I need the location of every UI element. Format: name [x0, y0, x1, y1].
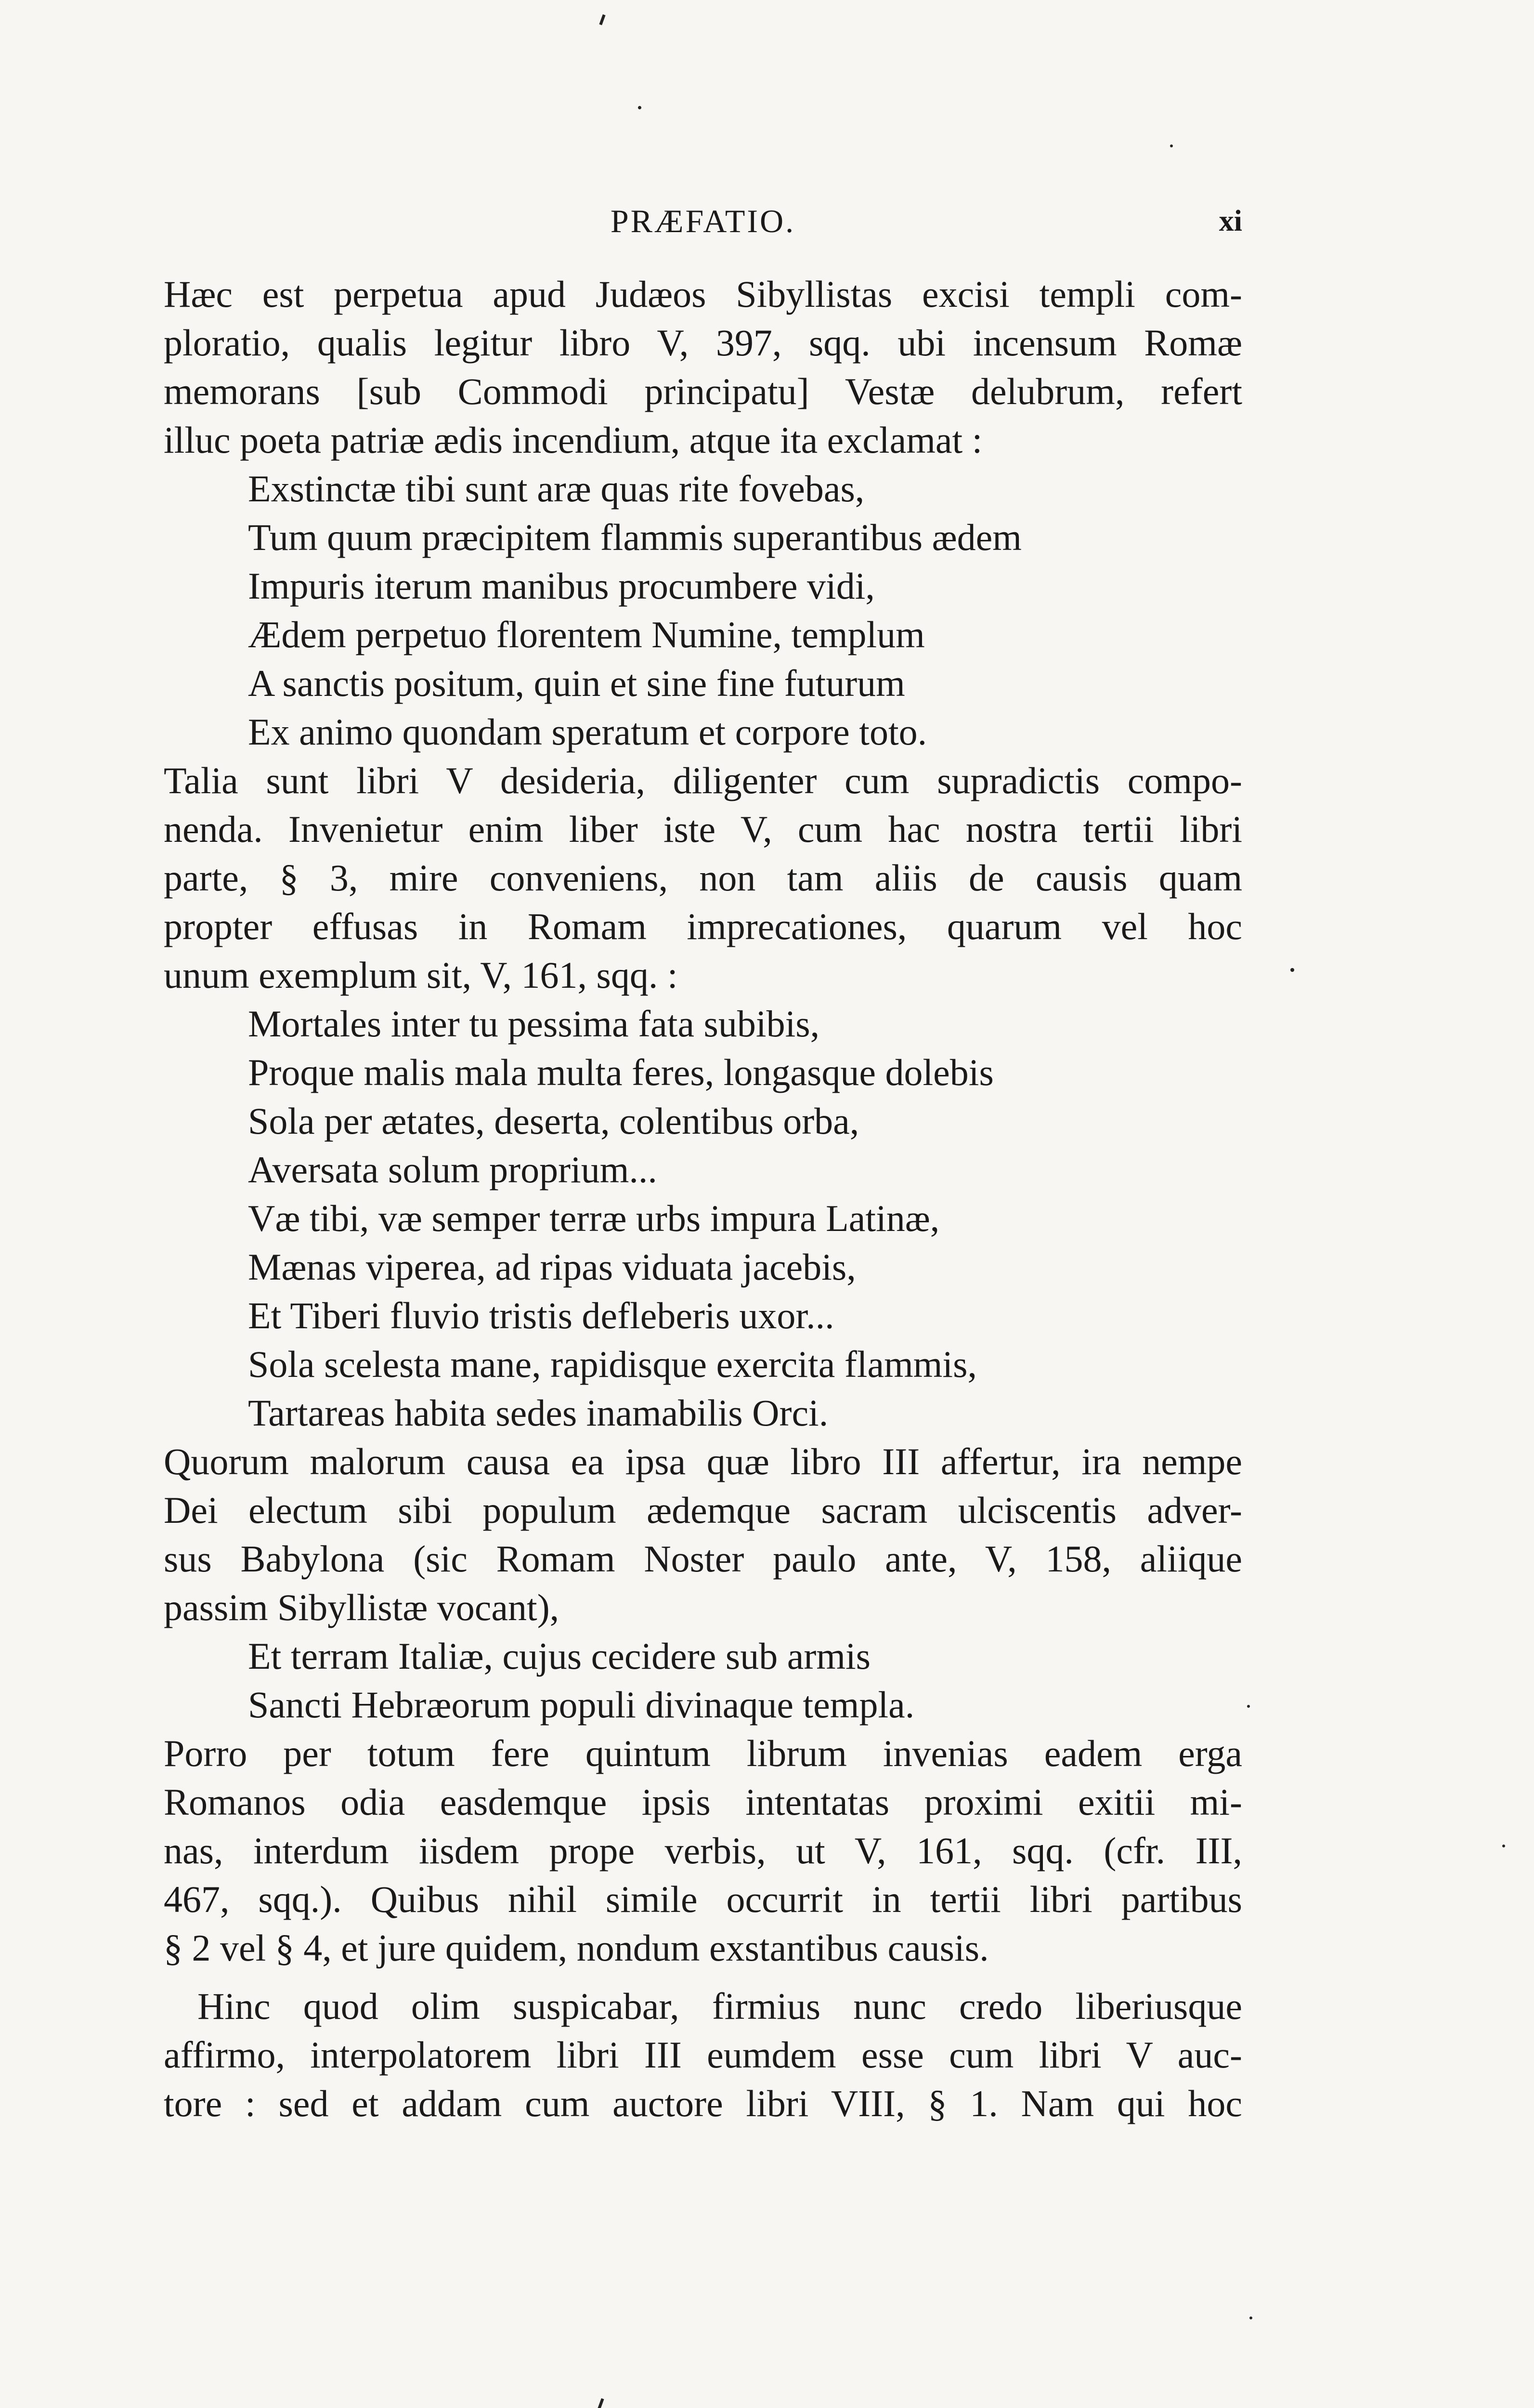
- verse-line: Tartareas habita sedes inamabilis Orci.: [248, 1392, 829, 1434]
- scan-speck: [1247, 1705, 1250, 1708]
- verse-line: A sanctis positum, quin et sine fine futurum: [248, 662, 905, 704]
- text-line: parte, § 3, mire conveniens, non tam aliis de causis quam: [164, 857, 1242, 899]
- scan-speck: [1249, 2316, 1252, 2319]
- text-line: nas, interdum iisdem prope verbis, ut V, 161, sqq. (cfr. III,: [164, 1830, 1242, 1871]
- verse-line: Sola per ætates, deserta, colentibus orba,: [248, 1100, 859, 1142]
- scan-speck: [1502, 1845, 1505, 1847]
- verse-line: Mænas viperea, ad ripas viduata jacebis,: [248, 1246, 856, 1288]
- text-line: nenda. Invenietur enim liber iste V, cum hac nostra tertii libri: [164, 808, 1242, 850]
- paragraph-gap: [164, 1972, 1242, 1982]
- text-line: § 2 vel § 4, et jure quidem, nondum exstantibus causis.: [164, 1927, 989, 1969]
- verse-line: Mortales inter tu pessima fata subibis,: [248, 1003, 820, 1045]
- text-line: Hæc est perpetua apud Judæos Sibyllistas excisi templi com-: [164, 273, 1242, 315]
- verse-line: Impuris iterum manibus procumbere vidi,: [248, 565, 875, 607]
- body-text: [164, 270, 1242, 2128]
- verse-line: Exstinctæ tibi sunt aræ quas rite fovebas,: [248, 468, 865, 510]
- scan-speck: [598, 2398, 604, 2408]
- text-line: propter effusas in Romam imprecationes, quarum vel hoc: [164, 905, 1242, 947]
- scan-speck: [1290, 968, 1294, 972]
- text-line: unum exemplum sit, V, 161, sqq. :: [164, 954, 678, 996]
- text-line: Romanos odia easdemque ipsis intentatas proximi exitii mi-: [164, 1781, 1242, 1823]
- verse-line: Proque malis mala multa feres, longasque dolebis: [248, 1051, 994, 1093]
- page-header: [164, 202, 1242, 255]
- verse-line: Ædem perpetuo florentem Numine, templum: [248, 614, 925, 655]
- text-line: Dei electum sibi populum ædemque sacram ulciscentis adver-: [164, 1489, 1242, 1531]
- text-line: 467, sqq.). Quibus nihil simile occurrit in tertii libri partibus: [164, 1878, 1242, 1920]
- text-line: ploratio, qualis legitur libro V, 397, sqq. ubi incensum Romæ: [164, 322, 1242, 364]
- verse-line: Væ tibi, væ semper terræ urbs impura Latinæ,: [248, 1197, 940, 1239]
- text-line: Quorum malorum causa ea ipsa quæ libro III affertur, ira nempe: [164, 1440, 1242, 1482]
- text-line: tore : sed et addam cum auctore libri VIII, § 1. Nam qui hoc: [164, 2082, 1242, 2124]
- scan-speck: [638, 106, 641, 109]
- text-line: memorans [sub Commodi principatu] Vestæ delubrum, refert: [164, 370, 1242, 412]
- verse-line: Ex animo quondam speratum et corpore toto.: [248, 711, 927, 753]
- verse-line: Et Tiberi fluvio tristis defleberis uxor...: [248, 1295, 834, 1336]
- text-line: Hinc quod olim suspicabar, firmius nunc credo liberiusque: [197, 1985, 1242, 2027]
- verse-line: Tum quum præcipitem flammis superantibus ædem: [248, 516, 1022, 558]
- text-line: Porro per totum fere quintum librum invenias eadem erga: [164, 1732, 1242, 1774]
- verse-line: Et terram Italiæ, cujus cecidere sub armis: [248, 1635, 871, 1677]
- text-line: sus Babylona (sic Romam Noster paulo ante, V, 158, aliique: [164, 1538, 1242, 1580]
- text-line: affirmo, interpolatorem libri III eumdem esse cum libri V auc-: [164, 2034, 1242, 2076]
- text-line: illuc poeta patriæ ædis incendium, atque ita exclamat :: [164, 419, 983, 461]
- running-title: PRÆFATIO.: [610, 203, 796, 239]
- scan-speck: [599, 14, 605, 26]
- page-number: xi: [1219, 205, 1242, 237]
- scan-speck: [1170, 144, 1173, 147]
- verse-line: Aversata solum proprium...: [248, 1149, 657, 1191]
- verse-line: Sola scelesta mane, rapidisque exercita flammis,: [248, 1343, 977, 1385]
- text-line: Talia sunt libri V desideria, diligenter cum supradictis compo-: [164, 759, 1242, 801]
- text-line: passim Sibyllistæ vocant),: [164, 1586, 559, 1628]
- verse-line: Sancti Hebræorum populi divinaque templa.: [248, 1684, 915, 1726]
